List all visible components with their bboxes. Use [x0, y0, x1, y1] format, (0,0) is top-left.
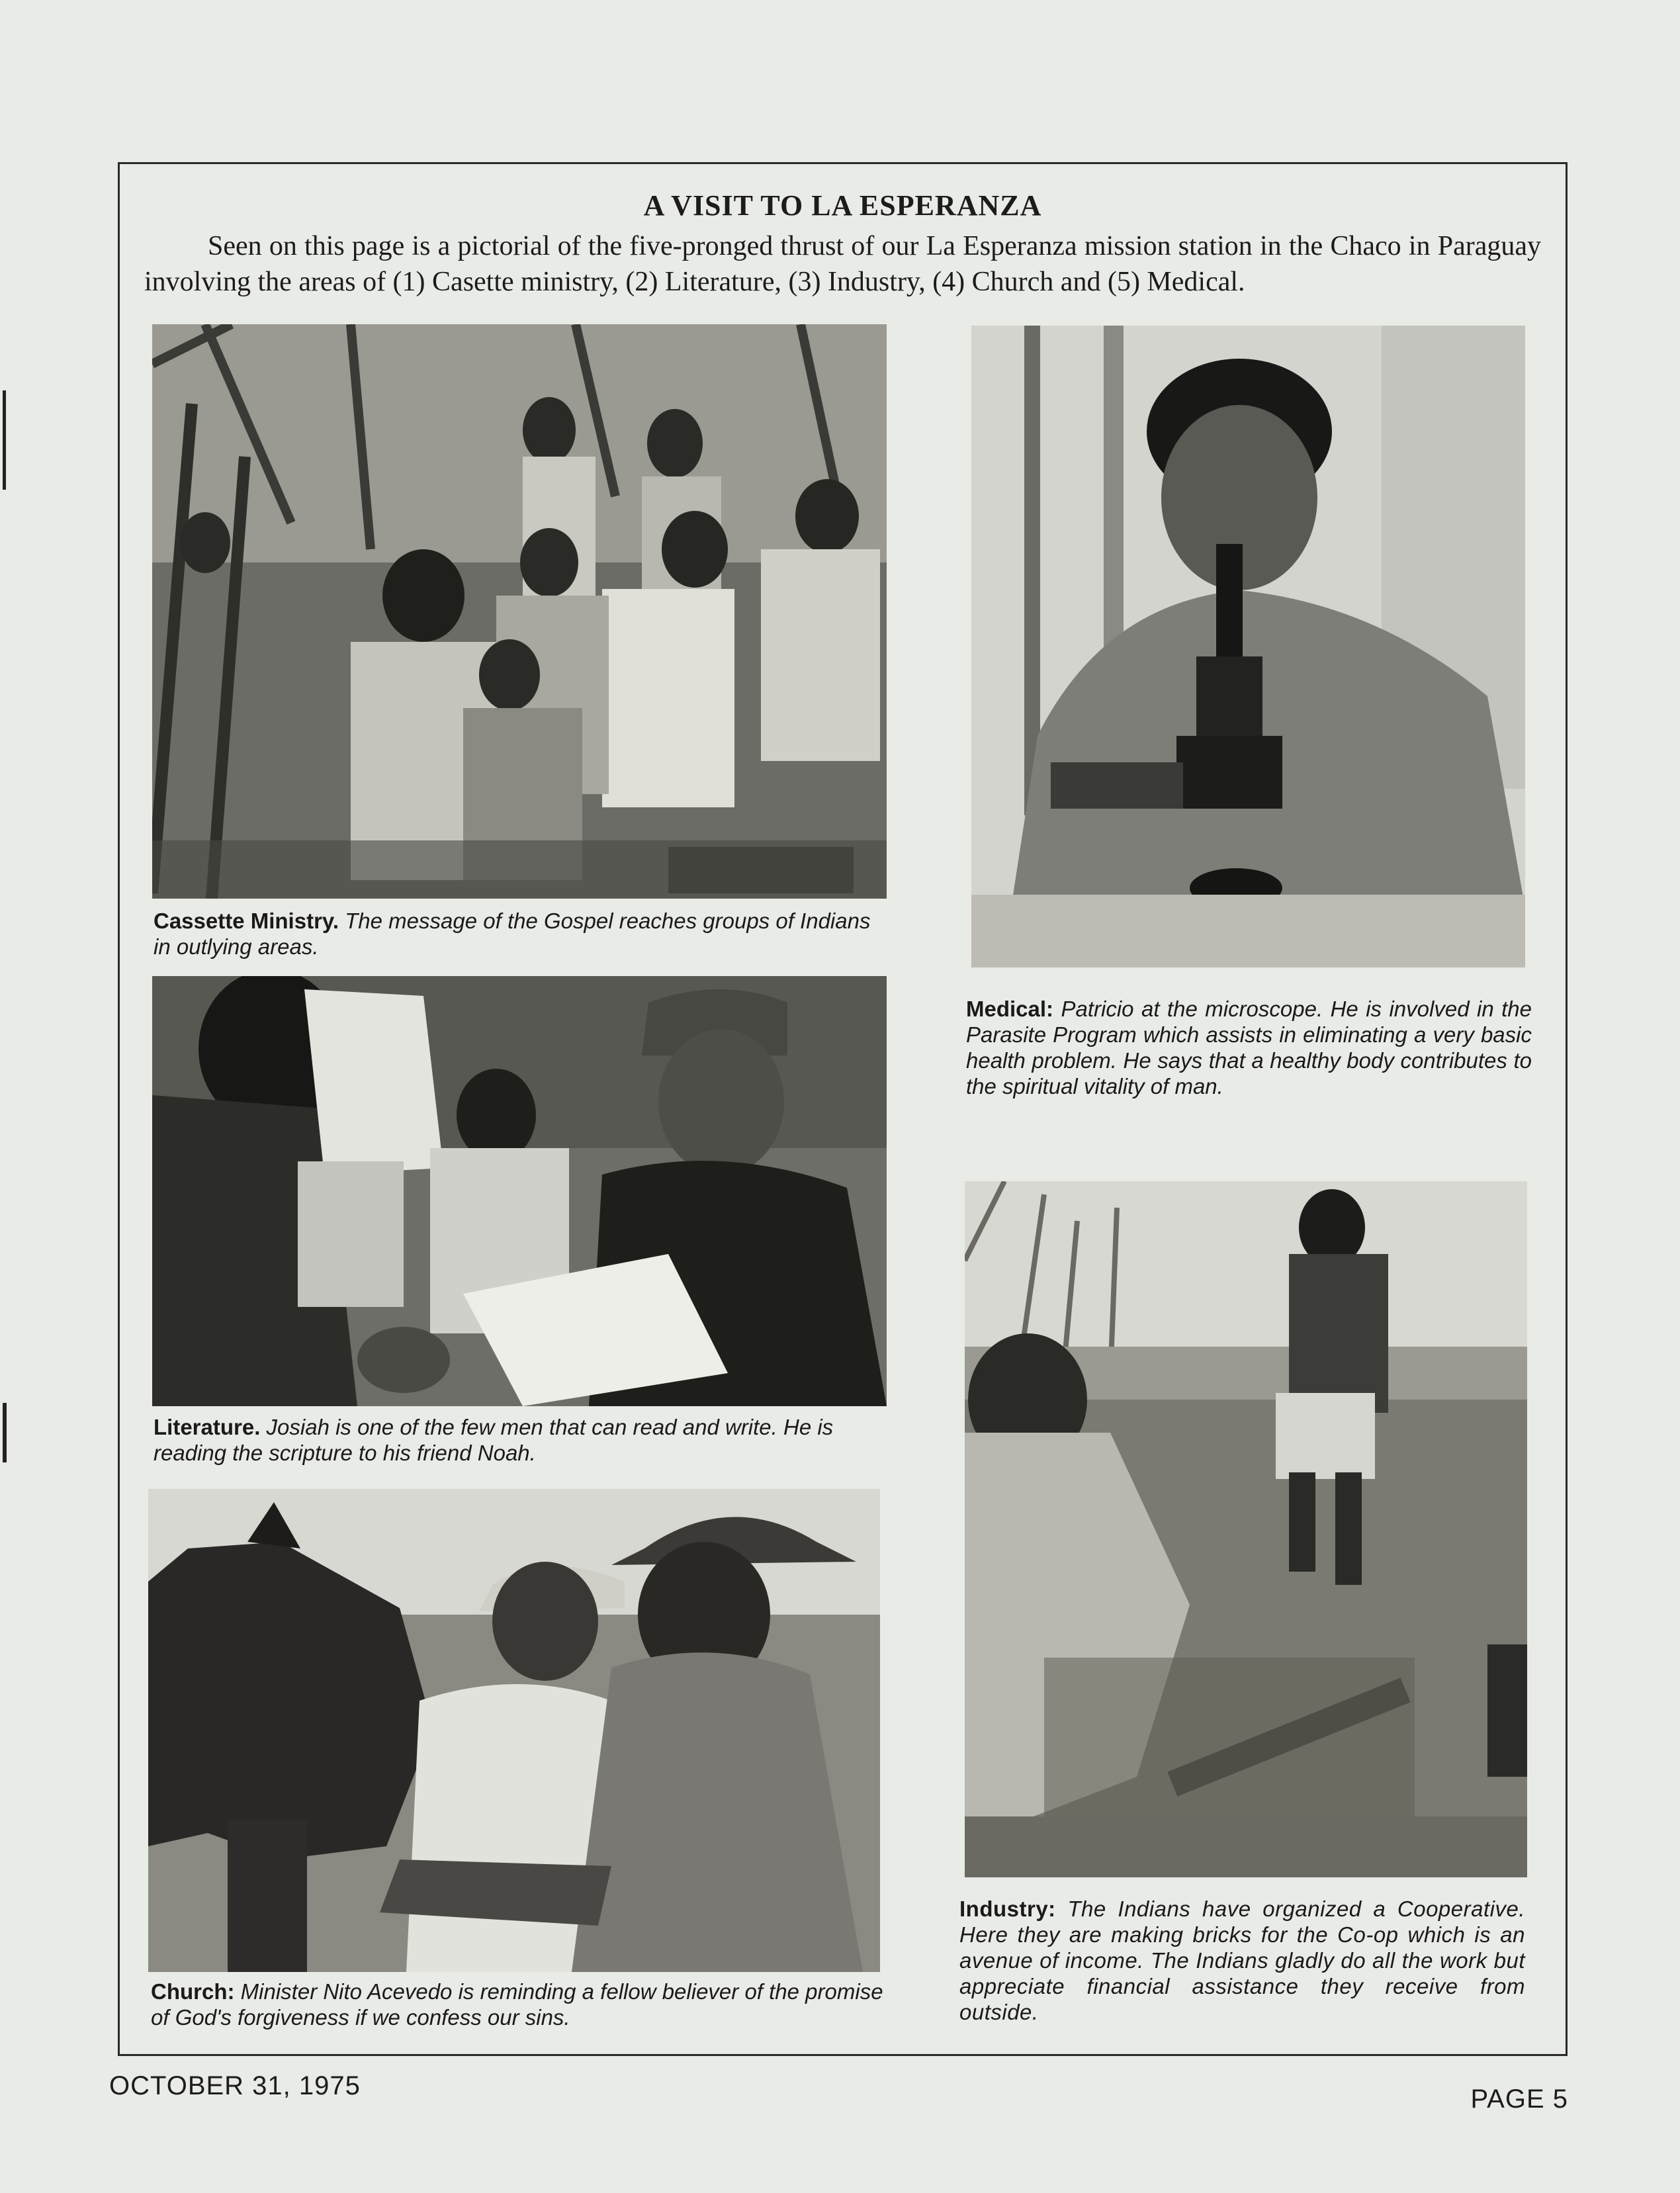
photo-medical	[971, 326, 1525, 967]
caption-body: The Indians have organized a Cooperative. Here they are making bricks for the Co-op which is an avenue of income. The Indians gladly do all the work but appreciate financial assistance they receive from outside.	[959, 1897, 1525, 2024]
caption-lead: Literature.	[154, 1415, 261, 1439]
photo-cassette-ministry	[152, 324, 887, 899]
caption-medical	[966, 996, 1532, 1099]
caption-body: Patricio at the microscope. He is involved in the Parasite Program which assists in eliminating a very basic health problem. He says that a healthy body contributes to the spiritual vitality of man.	[966, 997, 1532, 1098]
caption-lead: Cassette Ministry.	[154, 909, 339, 933]
caption-body: Josiah is one of the few men that can read and write. He is reading the scripture to his friend Noah.	[154, 1415, 834, 1465]
caption-cassette	[154, 908, 888, 960]
page-number: PAGE 5	[1470, 2084, 1568, 2114]
caption-church	[151, 1979, 885, 2030]
photo-church	[148, 1489, 880, 1972]
photo-literature	[152, 976, 887, 1406]
article-headline: A VISIT TO LA ESPERANZA	[643, 189, 1042, 222]
caption-lead: Church:	[151, 1979, 235, 2004]
photo-industry	[965, 1181, 1527, 1877]
caption-body: The message of the Gospel reaches groups of Indians in outlying areas.	[154, 909, 871, 959]
caption-lead: Medical:	[966, 997, 1054, 1021]
article-intro: Seen on this page is a pictorial of the five-pronged thrust of our La Esperanza mission station in the Chaco in Paraguay involving the areas of (1) Casette ministry, (2) Literature, (3) Industry, (4) Church and (5) Medical.	[144, 231, 1541, 297]
margin-mark	[3, 390, 6, 490]
caption-lead: Industry:	[959, 1897, 1056, 1921]
caption-industry	[959, 1896, 1525, 2025]
caption-body: Minister Nito Acevedo is reminding a fellow believer of the promise of God's forgiveness if we confess our sins.	[151, 1979, 883, 2030]
issue-date: OCTOBER 31, 1975	[109, 2071, 361, 2100]
caption-literature	[154, 1414, 888, 1466]
margin-mark	[3, 1403, 7, 1462]
